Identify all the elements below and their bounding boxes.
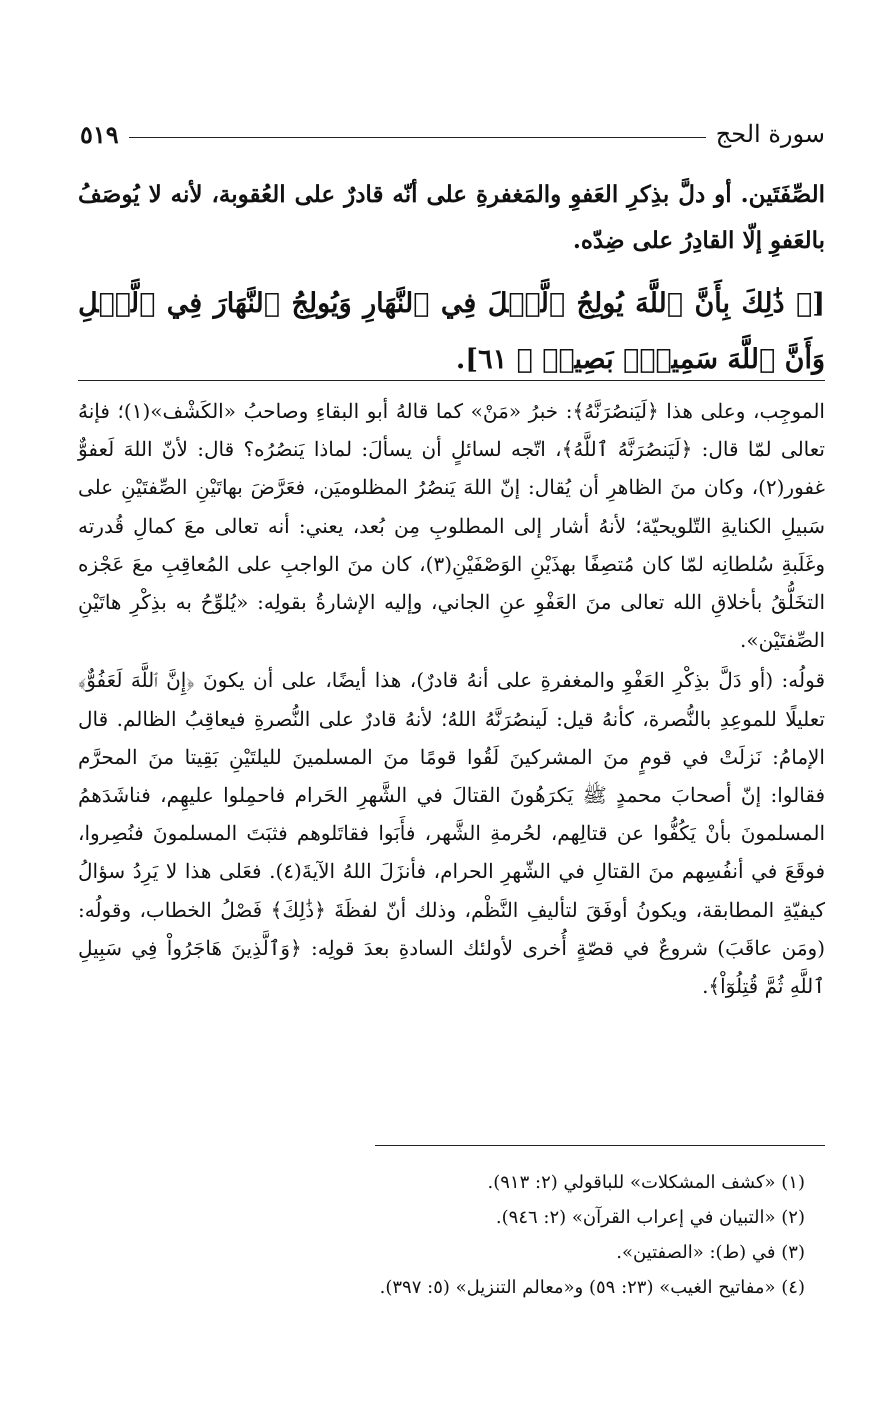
footnotes — [120, 1165, 805, 1305]
commentary — [78, 392, 825, 1005]
footnote-divider — [375, 1145, 825, 1146]
footnote-3: (٣) في (ط): «الصفتين». — [616, 1242, 805, 1263]
running-header — [80, 112, 825, 156]
section-divider — [78, 380, 825, 381]
commentary-paragraph-1: الموجِب، وعلى هذا ﴿لَيَنصُرَنَّهُ﴾: خبرُ «مَنْ» كما قالهُ أبو البقاءِ وصاحبُ «الكَشْف»(١)؛ فإنهُ تعالى لمّا قال: ﴿لَيَنصُرَنَّهُ ٱللَّهُ﴾، اتّجه لسائلٍ أن يسألَ: لماذا يَنصُرُه؟ قال: لأنّ اللهَ لَعفوٌّ غفور(٢)، وكان منَ الظاهرِ أن يُقال: إنّ اللهَ يَنصُرُ المظلوميَن، فعَرَّضَ بهاتَيْنِ الصِّفتَيْنِ على سَبيلِ الكنايةِ التّلويحيّة؛ لأنهُ أشار إلى المطلوبِ مِن بُعد، يعني: أنه تعالى معَ كمالِ قُدرته وغَلَبةِ سُلطانِه لمّا كان مُتصِفًا بهذَيْنِ الوَصْفَيْنِ(٣)، كان منَ الواجبِ على المُعاقِبِ معَ عَجْزه التخَلُّقُ بأخلاقِ الله تعالى منَ العَفْوِ عنِ الجاني، وإليه الإشارةُ بقولِه: «يُلوِّحُ به بذِكْرِ هاتَيْنِ الصِّفتَيْن». — [78, 399, 825, 653]
footnote-4: (٤) «مفاتيح الغيب» (٢٣: ٥٩) و«معالم التنزيل» (٥: ٣٩٧). — [379, 1277, 805, 1298]
footnote-1: (١) «كشف المشكلات» للباقولي (٢: ٩١٣). — [487, 1172, 805, 1193]
main-text — [78, 172, 825, 388]
header-rule — [129, 137, 706, 138]
surah-title: سورة الحج — [715, 120, 825, 148]
page-number: ٥١٩ — [80, 119, 119, 149]
footnote-2: (٢) «التبيان في إعراب القرآن» (٢: ٩٤٦). — [495, 1207, 805, 1228]
commentary-paragraph-2: قولُه: (أو دَلَّ بذِكْرِ العَفْوِ والمغفرةِ على أنهُ قادرٌ)، هذا أيضًا، على أن يكونَ ﴿إِنَّ ٱللَّهَ لَعَفُوٌّ﴾ تعليلًا للموعِدِ بالنُّصرة، كأنهُ قيل: لَينصُرَنَّهُ اللهُ؛ لأنهُ قادرٌ على النُّصرةِ فيعاقِبُ الظالم. قال الإمامُ: نَزلَتْ في قومٍ منَ المشركينَ لَقُوا قومًا منَ المسلمينَ لليلتَيْنِ بَقِيتا منَ المحرَّم فقالوا: إنّ أصحابَ محمدٍ ﷺ يَكرَهُونَ القتالَ في الشَّهرِ الحَرام فاحمِلوا عليهِم، فناشَدَهمُ المسلمونَ بأنْ يَكُفُّوا عن قتالِهم، لحُرمةِ الشَّهر، فأَبَوا فقاتَلوهم فثبَتَ المسلمونَ فنُصِروا، فوقَعَ في أنفُسِهم منَ القتالِ في الشّهرِ الحرام، فأنزَلَ اللهُ الآيةَ(٤). فعَلى هذا لا يَرِدُ سؤالُ كيفيّةِ المطابقة، ويكونُ أوفَقَ لتأليفِ النَّظْم، وذلك أنّ لفظَةَ ﴿ذَٰلِكَ﴾ فَصْلُ الخطاب، وقولُه: (ومَن عاقَبَ) شروعٌ في قصّةٍ أُخرى لأولئك السادةِ بعدَ قولِه: ﴿وَٱلَّذِينَ هَاجَرُواْ فِي سَبِيلِ ٱللَّهِ ثُمَّ قُتِلُوٓاْ﴾. — [78, 668, 826, 999]
main-paragraph: الصِّفَتَين. أو دلَّ بذِكرِ العَفوِ والمَغفرةِ على أنّه قادرٌ على العُقوبة، لأنه لا يُوصَفُ بالعَفوِ إلّا القادِرُ على ضِدّه. — [78, 181, 825, 254]
quran-verse: [﴿ ذَٰلِكَ بِأَنَّ ٱللَّهَ يُولِجُ ٱلَّيۡلَ فِي ٱلنَّهَارِ وَيُولِجُ ٱلنَّهَارَ فِي ٱلَّيۡلِ وَأَنَّ ٱللَّهَ سَمِيعُۢ بَصِيرٞ ﴾ ٦١]. — [78, 288, 825, 375]
